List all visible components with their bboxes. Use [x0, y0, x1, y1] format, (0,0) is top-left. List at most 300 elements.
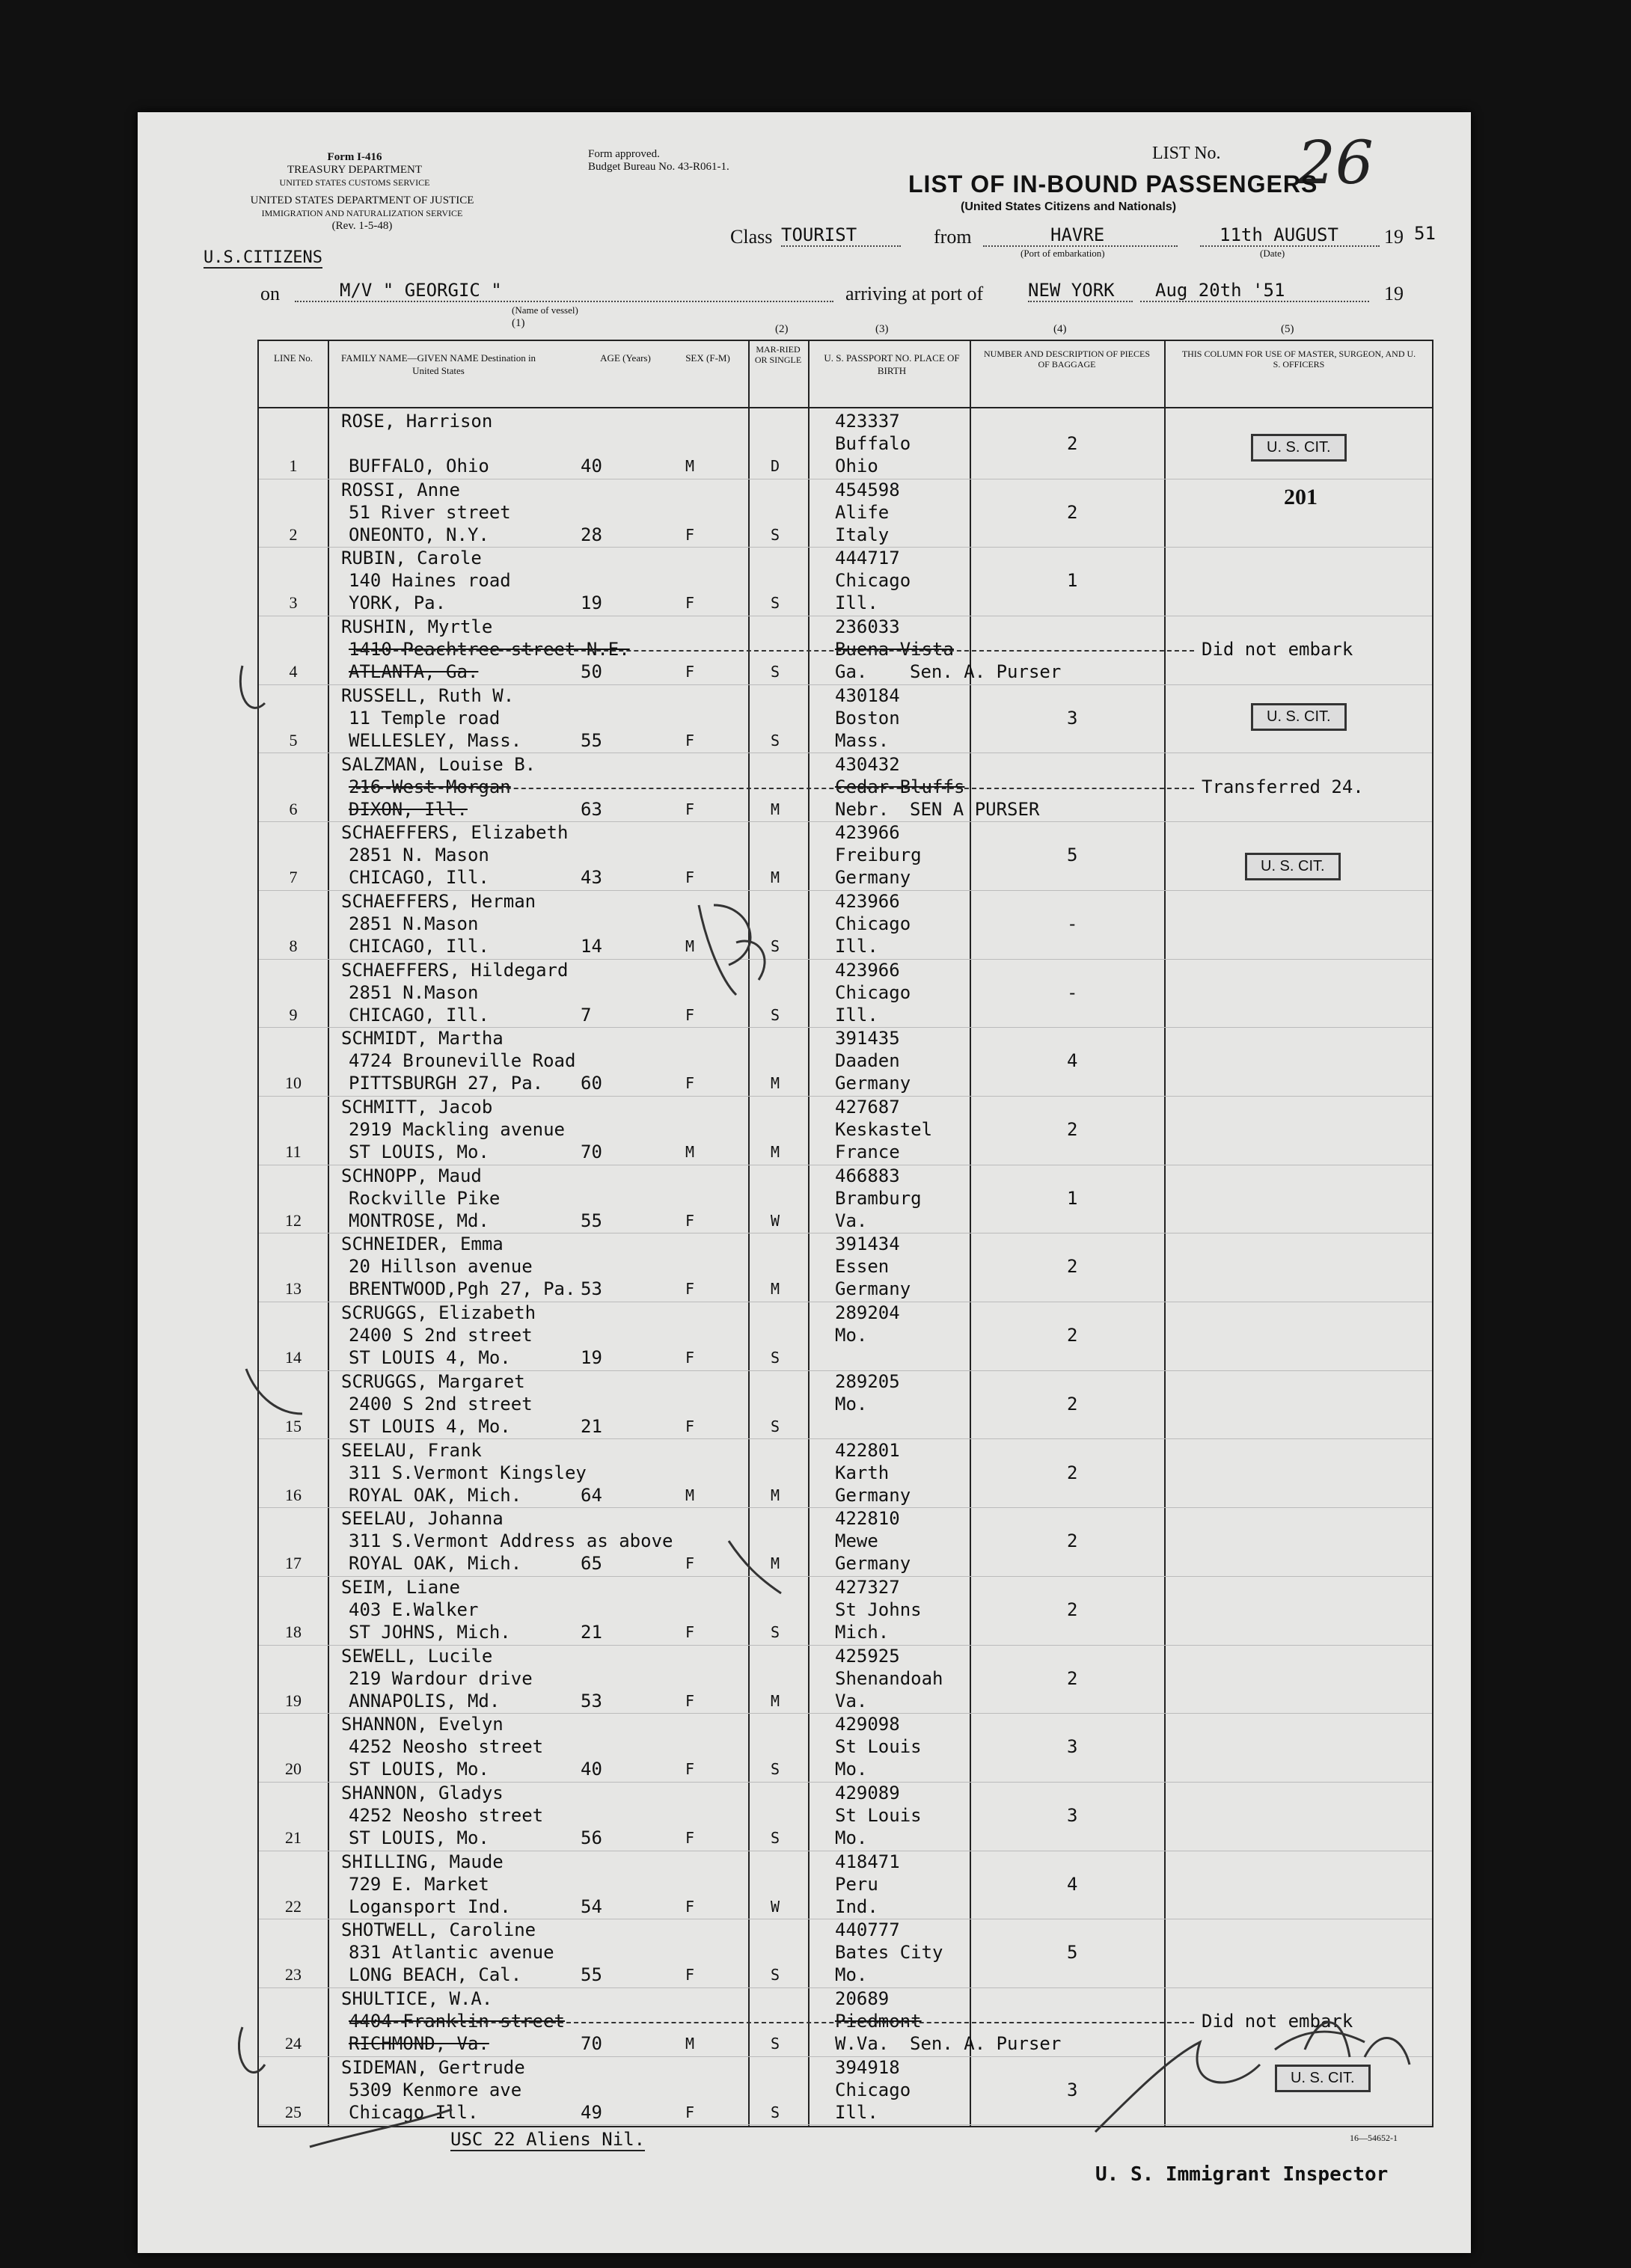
passenger-name: RUSSELL, Ruth W.: [341, 684, 515, 706]
passenger-sex: M: [685, 937, 695, 955]
baggage-count: 4: [1067, 1050, 1078, 1072]
passport-number: 20689: [835, 1988, 890, 2010]
place-of-birth-state: Ill.: [835, 592, 878, 614]
place-of-birth-state: Ill.: [835, 2101, 878, 2123]
passenger-age: 53: [581, 1278, 602, 1300]
place-of-birth-state: Mo.: [835, 1759, 868, 1780]
place-of-birth: Buena Vista: [835, 639, 954, 661]
passenger-address: Rockville Pike: [349, 1187, 501, 1209]
place-of-birth-state: Va.: [835, 1690, 868, 1711]
passenger-address: 4252 Neosho street: [349, 1805, 544, 1826]
line-number: 20: [285, 1759, 302, 1779]
passenger-sex: F: [685, 1417, 695, 1435]
passenger-marital-status: S: [771, 525, 780, 544]
passport-number: 429098: [835, 1714, 900, 1735]
baggage-count: 3: [1067, 707, 1078, 729]
passenger-destination: YORK, Pa.: [349, 592, 447, 614]
baggage-count: 2: [1067, 1462, 1078, 1483]
passenger-name: SEWELL, Lucile: [341, 1645, 493, 1667]
passenger-address: 831 Atlantic avenue: [349, 1942, 554, 1964]
passenger-sex: F: [685, 1760, 695, 1779]
officer-note: Did not embark: [1202, 2011, 1353, 2032]
passport-number: 429089: [835, 1783, 900, 1803]
passenger-name: SEIM, Liane: [341, 1576, 460, 1598]
place-of-birth-state: Germany: [835, 1553, 911, 1575]
line-number: 12: [285, 1210, 302, 1230]
line-number: 16: [285, 1485, 302, 1504]
line-number: 22: [285, 1896, 302, 1916]
passenger-age: 49: [581, 2101, 602, 2123]
col-num-3: (3): [875, 323, 889, 335]
passport-number: 425925: [835, 1645, 900, 1667]
passenger-address: 403 E.Walker: [349, 1599, 479, 1620]
arriving-label: arriving at port of: [845, 283, 984, 304]
on-label: on: [260, 283, 280, 304]
passenger-age: 55: [581, 729, 602, 751]
passport-number: 289205: [835, 1370, 900, 1392]
customs-service: UNITED STATES CUSTOMS SERVICE: [279, 177, 430, 188]
baggage-count: 2: [1067, 1325, 1078, 1346]
passenger-age: 43: [581, 867, 602, 889]
place-of-birth-state: Ohio: [835, 456, 878, 476]
passenger-name: SCRUGGS, Margaret: [341, 1370, 525, 1392]
passenger-marital-status: S: [771, 731, 780, 750]
line-number: 4: [289, 662, 298, 681]
place-of-birth-state: Mich.: [835, 1621, 890, 1643]
passenger-age: 65: [581, 1553, 602, 1575]
date-caption: (Date): [1260, 248, 1285, 259]
place-of-birth-state: Germany: [835, 1484, 911, 1506]
place-of-birth: Chicago: [835, 913, 911, 934]
passenger-name: SHOTWELL, Caroline: [341, 1919, 536, 1941]
passenger-marital-status: M: [771, 1554, 780, 1573]
place-of-birth: Keskastel: [835, 1119, 933, 1140]
passenger-age: 70: [581, 1141, 602, 1162]
baggage-count: 3: [1067, 2079, 1078, 2100]
passport-number: 466883: [835, 1165, 900, 1186]
passenger-age: 19: [581, 1347, 602, 1369]
passenger-destination: ONEONTO, N.Y.: [349, 524, 489, 545]
passenger-destination: MONTROSE, Md.: [349, 1210, 489, 1231]
passenger-name: SALZMAN, Louise B.: [341, 753, 536, 775]
passenger-sex: F: [685, 594, 695, 613]
baggage-count: 2: [1067, 501, 1078, 523]
line-number: 6: [289, 799, 298, 818]
place-of-birth-state: Italy: [835, 524, 890, 545]
passenger-name: RUBIN, Carole: [341, 548, 482, 569]
place-of-birth: St Louis: [835, 1805, 922, 1826]
line-number: 1: [289, 456, 298, 475]
baggage-count: 3: [1067, 1805, 1078, 1826]
page-title: LIST OF IN-BOUND PASSENGERS: [908, 171, 1318, 197]
passenger-marital-status: M: [771, 1280, 780, 1299]
manifest-page: [138, 112, 1471, 2253]
passenger-destination: ROYAL OAK, Mich.: [349, 1553, 522, 1575]
passenger-name: SHULTICE, W.A.: [341, 1988, 493, 2010]
col-header-line: LINE No.: [274, 352, 313, 364]
passenger-marital-status: S: [771, 1829, 780, 1847]
place-of-birth-state: Mo.: [835, 1827, 868, 1848]
form-number: Form I-416: [327, 151, 382, 163]
passenger-destination: Logansport Ind.: [349, 1895, 511, 1917]
place-of-birth: Boston: [835, 707, 900, 729]
passenger-age: 55: [581, 1964, 602, 1986]
passenger-name: SCHMIDT, Martha: [341, 1028, 504, 1049]
baggage-count: 1: [1067, 1187, 1078, 1209]
passenger-destination: BRENTWOOD,Pgh 27, Pa.: [349, 1278, 576, 1300]
class-label: Class: [730, 226, 773, 248]
passenger-marital-status: D: [771, 457, 780, 475]
passenger-age: 7: [581, 1004, 592, 1026]
form-approved: Form approved.: [588, 148, 660, 160]
passenger-destination: PITTSBURGH 27, Pa.: [349, 1073, 544, 1094]
place-of-birth: St Louis: [835, 1736, 922, 1758]
passenger-age: 28: [581, 524, 602, 545]
passenger-destination: BUFFALO, Ohio: [349, 456, 489, 476]
passenger-destination: ST LOUIS, Mo.: [349, 1141, 489, 1162]
passenger-name: SCHNOPP, Maud: [341, 1165, 482, 1186]
passenger-marital-status: M: [771, 868, 780, 887]
place-of-birth: Piedmont: [835, 2011, 922, 2032]
passport-number: 423966: [835, 890, 900, 912]
line-number: 24: [285, 2034, 302, 2053]
baggage-count: 2: [1067, 1119, 1078, 1140]
vessel-name: M/V " GEORGIC ": [295, 280, 833, 302]
baggage-note: Sen. A. Purser: [910, 2033, 1062, 2055]
line-number: 8: [289, 936, 298, 955]
passport-number: 430432: [835, 753, 900, 775]
passenger-sex: F: [685, 1074, 695, 1093]
passport-number: 391434: [835, 1233, 900, 1255]
passenger-name: SCHMITT, Jacob: [341, 1097, 493, 1118]
passenger-age: 56: [581, 1827, 602, 1848]
place-of-birth-state: Germany: [835, 1278, 911, 1300]
passenger-marital-status: S: [771, 2035, 780, 2053]
baggage-count: 2: [1067, 1393, 1078, 1415]
baggage-count: -: [1067, 981, 1078, 1003]
baggage-count: 2: [1067, 1256, 1078, 1278]
passport-number: 427687: [835, 1097, 900, 1118]
from-label: from: [934, 226, 972, 248]
budget-bureau: Budget Bureau No. 43-R061-1.: [588, 161, 729, 173]
col-header-officers: THIS COLUMN FOR USE OF MASTER, SURGEON, AND U. S. OFFICERS: [1181, 349, 1416, 370]
place-of-birth: Alife: [835, 501, 890, 523]
passport-number: 391435: [835, 1028, 900, 1049]
place-of-birth: Daaden: [835, 1050, 900, 1072]
line-number: 3: [289, 593, 298, 613]
baggage-count: 2: [1067, 433, 1078, 454]
passenger-sex: F: [685, 1349, 695, 1367]
passenger-marital-status: S: [771, 1760, 780, 1779]
line-number: 17: [285, 1554, 302, 1573]
passenger-destination: ST JOHNS, Mich.: [349, 1621, 511, 1643]
passenger-name: SHILLING, Maude: [341, 1851, 504, 1872]
passenger-destination: ATLANTA, Ga.: [349, 661, 479, 683]
place-of-birth: Mo.: [835, 1393, 868, 1415]
passport-number: 430184: [835, 684, 900, 706]
col-header-name: FAMILY NAME—GIVEN NAME Destination in United States: [340, 352, 536, 376]
place-of-birth: Cedar Bluffs: [835, 776, 965, 797]
passenger-marital-status: W: [771, 1211, 780, 1230]
passenger-age: 50: [581, 661, 602, 683]
passenger-address: 1410 Peachtree street N.E.: [349, 639, 630, 661]
passenger-marital-status: M: [771, 1486, 780, 1504]
passenger-name: SHANNON, Gladys: [341, 1783, 504, 1803]
us-cit-stamp: U. S. CIT.: [1275, 2065, 1371, 2092]
passenger-destination: CHICAGO, Ill.: [349, 867, 489, 889]
passenger-address: 11 Temple road: [349, 707, 501, 729]
col-num-5: (5): [1281, 323, 1294, 335]
place-of-birth: Freiburg: [835, 845, 922, 866]
arrival-port: NEW YORK: [1028, 280, 1133, 302]
passenger-address: 5309 Kenmore ave: [349, 2079, 522, 2100]
passenger-marital-status: S: [771, 594, 780, 613]
passenger-address: 140 Haines road: [349, 570, 511, 592]
passenger-address: 729 E. Market: [349, 1873, 489, 1895]
passport-number: 422810: [835, 1508, 900, 1530]
line-number: 10: [285, 1073, 302, 1093]
passenger-destination: Chicago Ill.: [349, 2101, 479, 2123]
place-of-birth-state: France: [835, 1141, 900, 1162]
line-number: 14: [285, 1348, 302, 1367]
embarkation-date: 11th AUGUST: [1200, 224, 1380, 247]
line-number: 15: [285, 1416, 302, 1435]
place-of-birth-state: Germany: [835, 1073, 911, 1094]
passenger-address: 2919 Mackling avenue: [349, 1119, 565, 1140]
line-number: 25: [285, 2102, 302, 2121]
baggage-count: 3: [1067, 1736, 1078, 1758]
place-of-birth-state: Ind.: [835, 1895, 878, 1917]
line-number: 21: [285, 1828, 302, 1847]
passenger-age: 21: [581, 1621, 602, 1643]
us-cit-stamp: U. S. CIT.: [1251, 434, 1347, 462]
passenger-age: 21: [581, 1415, 602, 1437]
port-embarkation: HAVRE: [983, 224, 1178, 247]
place-of-birth: Chicago: [835, 2079, 911, 2100]
officer-note: 201: [1284, 484, 1318, 509]
place-of-birth-state: Ill.: [835, 935, 878, 957]
passenger-sex: F: [685, 1691, 695, 1710]
passenger-sex: F: [685, 663, 695, 681]
passenger-address: 4724 Brouneville Road: [349, 1050, 576, 1072]
passenger-name: SEELAU, Johanna: [341, 1508, 504, 1530]
passenger-destination: LONG BEACH, Cal.: [349, 1964, 522, 1986]
passport-number: 427327: [835, 1576, 900, 1598]
passenger-name: RUSHIN, Myrtle: [341, 616, 493, 638]
passenger-address: 311 S.Vermont Kingsley: [349, 1462, 587, 1483]
baggage-count: 2: [1067, 1667, 1078, 1689]
passport-number: 454598: [835, 479, 900, 500]
list-no-value: 26: [1297, 128, 1374, 197]
passenger-age: 64: [581, 1484, 602, 1506]
passenger-address: 4404 Franklin street: [349, 2011, 565, 2032]
col-header-married: MAR-RIED OR SINGLE: [754, 344, 802, 365]
passport-number: 444717: [835, 548, 900, 569]
passenger-marital-status: M: [771, 1691, 780, 1710]
passenger-sex: M: [685, 1486, 695, 1504]
passenger-sex: M: [685, 457, 695, 475]
passenger-destination: ST LOUIS 4, Mo.: [349, 1347, 511, 1369]
passenger-sex: F: [685, 731, 695, 750]
passenger-age: 63: [581, 798, 602, 820]
line-number: 13: [285, 1279, 302, 1299]
officer-note: Transferred 24.: [1202, 776, 1364, 797]
passenger-name: SCRUGGS, Elizabeth: [341, 1302, 536, 1324]
passport-number: 236033: [835, 616, 900, 638]
passenger-destination: ST LOUIS, Mo.: [349, 1827, 489, 1848]
passenger-address: 51 River street: [349, 501, 511, 523]
baggage-note: Sen. A. Purser: [910, 661, 1062, 683]
passenger-marital-status: S: [771, 1966, 780, 1985]
passenger-sex: F: [685, 1897, 695, 1916]
passenger-name: SCHNEIDER, Emma: [341, 1233, 504, 1255]
passenger-name: SHANNON, Evelyn: [341, 1714, 504, 1735]
class-value: TOURIST: [781, 224, 901, 247]
treasury-dept: TREASURY DEPARTMENT: [287, 164, 423, 176]
us-citizens-label: U.S.CITIZENS: [204, 248, 322, 267]
list-no-label: LIST No.: [1152, 144, 1221, 163]
place-of-birth: Mo.: [835, 1325, 868, 1346]
baggage-count: 2: [1067, 1599, 1078, 1620]
vessel-caption: (Name of vessel): [512, 304, 578, 316]
officer-note: Did not embark: [1202, 639, 1353, 661]
passport-number: 440777: [835, 1919, 900, 1941]
handwritten-marks: [138, 112, 1471, 2253]
col-num-2: (2): [775, 323, 789, 335]
passenger-address: 311 S.Vermont Address as above: [349, 1530, 673, 1552]
passenger-marital-status: S: [771, 663, 780, 681]
place-of-birth-state: Ga.: [835, 661, 868, 683]
passenger-name: SIDEMAN, Gertrude: [341, 2056, 525, 2078]
revision: (Rev. 1-5-48): [331, 220, 393, 232]
place-of-birth: Buffalo: [835, 433, 911, 454]
passenger-name: ROSSI, Anne: [341, 479, 460, 500]
passenger-age: 60: [581, 1073, 602, 1094]
form-code: 16—54652-1: [1350, 2133, 1398, 2143]
baggage-count: 5: [1067, 1942, 1078, 1964]
line-number: 23: [285, 1965, 302, 1985]
passenger-sex: F: [685, 525, 695, 544]
passenger-name: SCHAEFFERS, Hildegard: [341, 959, 569, 981]
place-of-birth-state: Germany: [835, 867, 911, 889]
line-number: 5: [289, 730, 298, 750]
passport-number: 289204: [835, 1302, 900, 1324]
year-prefix: 19: [1384, 226, 1404, 248]
passport-number: 422801: [835, 1439, 900, 1461]
passenger-name: SCHAEFFERS, Herman: [341, 890, 536, 912]
place-of-birth-state: Mo.: [835, 1964, 868, 1986]
passenger-age: 19: [581, 592, 602, 614]
passenger-address: 2851 N. Mason: [349, 845, 489, 866]
passenger-marital-status: S: [771, 1417, 780, 1435]
passenger-destination: ANNAPOLIS, Md.: [349, 1690, 501, 1711]
place-of-birth: Shenandoah: [835, 1667, 943, 1689]
col-header-passport: U. S. PASSPORT NO. PLACE OF BIRTH: [824, 352, 960, 376]
passenger-age: 55: [581, 1210, 602, 1231]
place-of-birth: Bramburg: [835, 1187, 922, 1209]
passenger-destination: WELLESLEY, Mass.: [349, 729, 522, 751]
passenger-name: ROSE, Harrison: [341, 411, 493, 432]
passenger-age: 40: [581, 1759, 602, 1780]
passport-number: 423966: [835, 822, 900, 844]
line-number: 11: [285, 1142, 302, 1161]
passenger-address: 2851 N.Mason: [349, 981, 479, 1003]
passenger-age: 53: [581, 1690, 602, 1711]
passenger-address: 20 Hillson avenue: [349, 1256, 533, 1278]
baggage-count: -: [1067, 913, 1078, 934]
passenger-marital-status: S: [771, 1005, 780, 1024]
baggage-count: 1: [1067, 570, 1078, 592]
place-of-birth-state: Mass.: [835, 729, 890, 751]
passenger-marital-status: S: [771, 1622, 780, 1641]
passenger-destination: RICHMOND, Va.: [349, 2033, 489, 2055]
place-of-birth: St Johns: [835, 1599, 922, 1620]
col-header-sex: SEX (F-M): [685, 352, 730, 364]
passenger-destination: DIXON, Ill.: [349, 798, 468, 820]
passenger-address: 2400 S 2nd street: [349, 1393, 533, 1415]
summary-note: USC 22 Aliens Nil.: [450, 2129, 646, 2150]
passenger-marital-status: S: [771, 2103, 780, 2121]
passenger-marital-status: M: [771, 800, 780, 818]
ins-service: IMMIGRATION AND NATURALIZATION SERVICE: [261, 208, 463, 218]
passenger-address: 2400 S 2nd street: [349, 1325, 533, 1346]
passenger-sex: F: [685, 1280, 695, 1299]
passenger-sex: F: [685, 800, 695, 818]
place-of-birth: Mewe: [835, 1530, 878, 1552]
passenger-sex: F: [685, 1829, 695, 1847]
passenger-marital-status: S: [771, 937, 780, 955]
col-header-age: AGE (Years): [600, 352, 651, 364]
place-of-birth-state: Ill.: [835, 1004, 878, 1026]
place-of-birth: Peru: [835, 1873, 878, 1895]
place-of-birth-state: Nebr.: [835, 798, 890, 820]
passport-number: 423966: [835, 959, 900, 981]
page-subtitle: (United States Citizens and Nationals): [961, 200, 1177, 213]
passenger-sex: F: [685, 868, 695, 887]
col-num-1: (1): [512, 317, 525, 329]
inspector-signature-line: U. S. Immigrant Inspector: [1095, 2163, 1389, 2186]
passenger-address: 219 Wardour drive: [349, 1667, 533, 1689]
line-number: 18: [285, 1622, 302, 1641]
line-number: 7: [289, 868, 298, 887]
line-number: 9: [289, 1005, 298, 1024]
passenger-sex: M: [685, 1143, 695, 1161]
passenger-marital-status: W: [771, 1897, 780, 1916]
line-number: 19: [285, 1691, 302, 1710]
baggage-count: 5: [1067, 845, 1078, 866]
passenger-name: SEELAU, Frank: [341, 1439, 482, 1461]
year-suffix: 51: [1414, 223, 1436, 244]
col-num-4: (4): [1053, 323, 1067, 335]
passenger-marital-status: S: [771, 1349, 780, 1367]
passenger-sex: F: [685, 1622, 695, 1641]
passenger-destination: ST LOUIS 4, Mo.: [349, 1415, 511, 1437]
passenger-destination: CHICAGO, Ill.: [349, 935, 489, 957]
passenger-name: SCHAEFFERS, Elizabeth: [341, 822, 569, 844]
passenger-marital-status: M: [771, 1143, 780, 1161]
passenger-destination: CHICAGO, Ill.: [349, 1004, 489, 1026]
baggage-count: 4: [1067, 1873, 1078, 1895]
place-of-birth: Chicago: [835, 570, 911, 592]
passenger-sex: F: [685, 1554, 695, 1573]
line-number: 2: [289, 524, 298, 544]
passenger-age: 54: [581, 1895, 602, 1917]
place-of-birth-state: W.Va.: [835, 2033, 890, 2055]
passenger-sex: M: [685, 2035, 695, 2053]
place-of-birth-state: Va.: [835, 1210, 868, 1231]
passenger-sex: F: [685, 2103, 695, 2121]
passenger-sex: F: [685, 1211, 695, 1230]
